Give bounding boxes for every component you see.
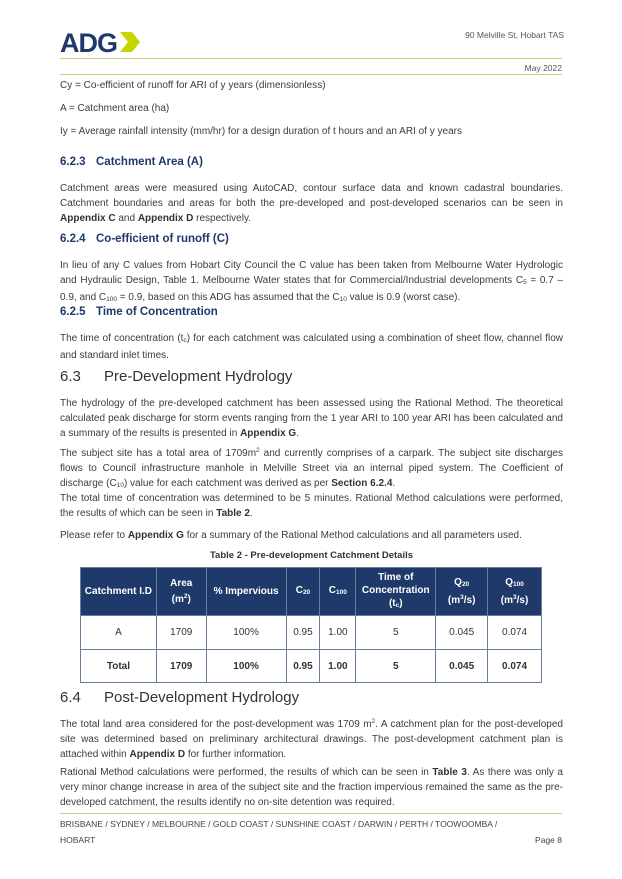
adg-logo xyxy=(60,28,142,61)
heading-6-2-5 xyxy=(60,306,218,318)
subscript: 100 xyxy=(513,581,524,588)
cell: 100% xyxy=(206,616,286,650)
heading-number: 6.2.5 xyxy=(60,306,86,318)
cell: 0.95 xyxy=(286,650,320,683)
subscript: 10 xyxy=(116,482,124,489)
link-table-3: Table 3 xyxy=(432,767,467,778)
text: Q xyxy=(505,577,513,588)
subscript: 5 xyxy=(523,279,527,286)
pre-development-catchment-table xyxy=(80,567,542,683)
paragraph-pre-dev-3 xyxy=(60,491,563,521)
cell: 1709 xyxy=(156,616,206,650)
text: The subject site has a total area of 1709m xyxy=(60,448,257,459)
heading-number: 6.3 xyxy=(60,368,81,385)
text: Rational Method calculations were performed, the results of which can be seen in xyxy=(60,767,433,778)
header-divider xyxy=(60,58,562,59)
header-time-of-concentration xyxy=(356,568,436,616)
superscript: 3 xyxy=(513,594,517,601)
heading-number: 6.2.3 xyxy=(60,156,86,168)
definition-a: A = Catchment area (ha) xyxy=(60,103,170,114)
subscript: 100 xyxy=(336,589,347,596)
text: The total land area considered for the post-development was 1709 m xyxy=(60,719,372,730)
text: (m xyxy=(447,595,461,606)
text: Catchment areas were measured using AutoCAD, contour surface data and known cadastral boundaries. Catchment boundaries and areas for both the pre-developed and post-developed scenarios can be seen in xyxy=(60,183,563,209)
text: In lieu of any C values from Hobart City Council the C value has been taken from Melbourne Water Hydrologic and Hydraulic Design, Table 1. Melbourne Water states that for Commercial/Industrial developments C xyxy=(60,260,563,286)
paragraph-pre-dev-1 xyxy=(60,396,563,441)
text: = 0.9, based on this ADG has assumed that the C xyxy=(117,292,340,303)
text: (m xyxy=(500,595,514,606)
text: ) for each catchment was calculated using a combination of sheet flow, channel flow and standard inlet times. xyxy=(60,333,563,361)
text: C xyxy=(295,585,303,596)
subscript: c xyxy=(395,602,400,609)
paragraph-runoff xyxy=(60,258,563,307)
cell: 100% xyxy=(206,650,286,683)
link-appendix-g: Appendix G xyxy=(240,428,297,439)
text: . xyxy=(296,428,299,439)
heading-title: Co-efficient of runoff (C) xyxy=(96,233,229,245)
heading-6-2-4 xyxy=(60,233,229,245)
text: ) value for each catchment was derived as per xyxy=(123,478,332,489)
text: value is 0.9 (worst case). xyxy=(346,292,461,303)
text: = 0.7 – 0.9, and C xyxy=(60,275,564,303)
paragraph-post-dev-2 xyxy=(60,765,563,810)
cell: A xyxy=(81,616,157,650)
subscript: c xyxy=(183,337,187,344)
cell: 0.95 xyxy=(286,616,320,650)
header-divider-2 xyxy=(60,74,562,75)
header-date: May 2022 xyxy=(524,63,562,73)
text: Please refer to xyxy=(60,530,128,541)
text: for further information. xyxy=(185,749,287,760)
heading-title: Post-Development Hydrology xyxy=(104,689,300,706)
text: (t xyxy=(388,598,396,609)
paragraph-pre-dev-2 xyxy=(60,443,563,493)
text: ) xyxy=(187,594,191,605)
heading-number: 6.4 xyxy=(60,689,81,706)
header-impervious: % Impervious xyxy=(206,568,286,616)
definition-iy: Iy = Average rainfall intensity (mm/hr) for a design duration of t hours and an ARI of y years xyxy=(60,126,462,137)
cell: 0.074 xyxy=(488,616,542,650)
header-address: 90 Melville St, Hobart TAS xyxy=(465,30,564,40)
header-area xyxy=(156,568,206,616)
text: respectively. xyxy=(193,213,251,224)
cell: 1.00 xyxy=(320,650,356,683)
cell: 1709 xyxy=(156,650,206,683)
text: . xyxy=(249,508,253,519)
header-q100 xyxy=(488,568,542,616)
table-row xyxy=(81,616,542,650)
cell: 1.00 xyxy=(320,616,356,650)
text: and xyxy=(115,213,138,224)
text: . A catchment plan for the post-developed site was determined based on preliminary architectural drawings. The post-development catchment plan is attached within xyxy=(60,719,563,760)
heading-number: 6.2.4 xyxy=(60,233,86,245)
header-c100 xyxy=(320,568,356,616)
logo-text: ADG xyxy=(60,28,117,56)
header-catchment-id: Catchment I.D xyxy=(81,568,157,616)
subscript: 20 xyxy=(302,589,311,596)
superscript: 2 xyxy=(183,593,188,600)
text: /s) xyxy=(463,595,476,606)
text: C xyxy=(328,585,337,596)
link-section-6-2-4: Section 6.2.4 xyxy=(331,478,393,489)
text: Q xyxy=(454,577,462,588)
text: /s) xyxy=(516,595,529,606)
heading-6-2-3 xyxy=(60,156,203,168)
subscript: 20 xyxy=(461,581,470,588)
heading-title: Time of Concentration xyxy=(96,306,218,318)
text: and currently comprises of a carpark. The subject site discharges flows to Council infrastructure manhole in Melville Street via an internal piped system. The Coefficient of discharge (C xyxy=(60,448,563,489)
logo-chevron-icon xyxy=(120,32,140,52)
heading-6-4 xyxy=(60,689,299,706)
adg-logo-mark xyxy=(60,28,142,56)
text: Time of Concentration xyxy=(361,572,430,596)
paragraph-catchment-area xyxy=(60,181,563,226)
text: The total time of concentration was determined to be 5 minutes. Rational Method calculations were performed, the results of which can be seen in xyxy=(60,493,563,519)
page-number: Page 8 xyxy=(535,835,562,845)
table-header-row xyxy=(81,568,542,616)
link-table-2: Table 2 xyxy=(216,508,250,519)
text: . As there was only a very minor change increase in area of the subject site and the fraction impervious remained the same as the pre-developed catchment, the results identify no on-site detention was required. xyxy=(60,767,563,808)
link-appendix-g: Appendix G xyxy=(127,530,184,541)
header-q20 xyxy=(436,568,488,616)
cell: 0.045 xyxy=(436,616,488,650)
text: The hydrology of the pre-developed catchment has been assessed using the Rational Method. The theoretical calculated peak discharge for storm events ranging from the 1 year ARI to 100 year ARI has been calculated and a summary of the results is presented in xyxy=(60,398,563,439)
cell: 5 xyxy=(356,616,436,650)
footer-offices: BRISBANE / SYDNEY / MELBOURNE / GOLD COAST / SUNSHINE COAST / DARWIN / PERTH / TOOWOOMBA / xyxy=(60,819,498,829)
link-appendix-d: Appendix D xyxy=(137,213,194,224)
footer-divider xyxy=(60,813,562,814)
superscript: 2 xyxy=(256,447,260,454)
text: ) xyxy=(399,598,403,609)
link-appendix-c: Appendix C xyxy=(60,213,116,224)
link-appendix-d: Appendix D xyxy=(129,749,186,760)
cell: 0.074 xyxy=(488,650,542,683)
subscript: 10 xyxy=(339,296,347,303)
heading-title: Catchment Area (A) xyxy=(96,156,203,168)
paragraph-post-dev-1 xyxy=(60,714,563,762)
heading-6-3 xyxy=(60,368,292,385)
superscript: 2 xyxy=(371,718,376,725)
text: (m xyxy=(171,594,184,605)
cell: Total xyxy=(81,650,157,683)
text: for a summary of the Rational Method calculations and all parameters used. xyxy=(183,530,522,541)
subscript: 100 xyxy=(106,296,118,303)
text: Area xyxy=(170,578,193,589)
header-c20 xyxy=(286,568,320,616)
superscript: 3 xyxy=(460,594,464,601)
definition-cy: Cy = Co-efficient of runoff for ARI of y years (dimensionless) xyxy=(60,80,326,91)
footer-offices-hobart: HOBART xyxy=(60,835,96,845)
cell: 5 xyxy=(356,650,436,683)
text: . xyxy=(392,478,396,489)
cell: 0.045 xyxy=(436,650,488,683)
heading-title: Pre-Development Hydrology xyxy=(104,368,293,385)
table-caption: Table 2 - Pre-development Catchment Details xyxy=(209,550,414,561)
paragraph-time-of-concentration xyxy=(60,331,563,363)
paragraph-pre-dev-4 xyxy=(60,528,563,543)
text: The time of concentration (t xyxy=(60,333,184,344)
table-total-row xyxy=(81,650,542,683)
